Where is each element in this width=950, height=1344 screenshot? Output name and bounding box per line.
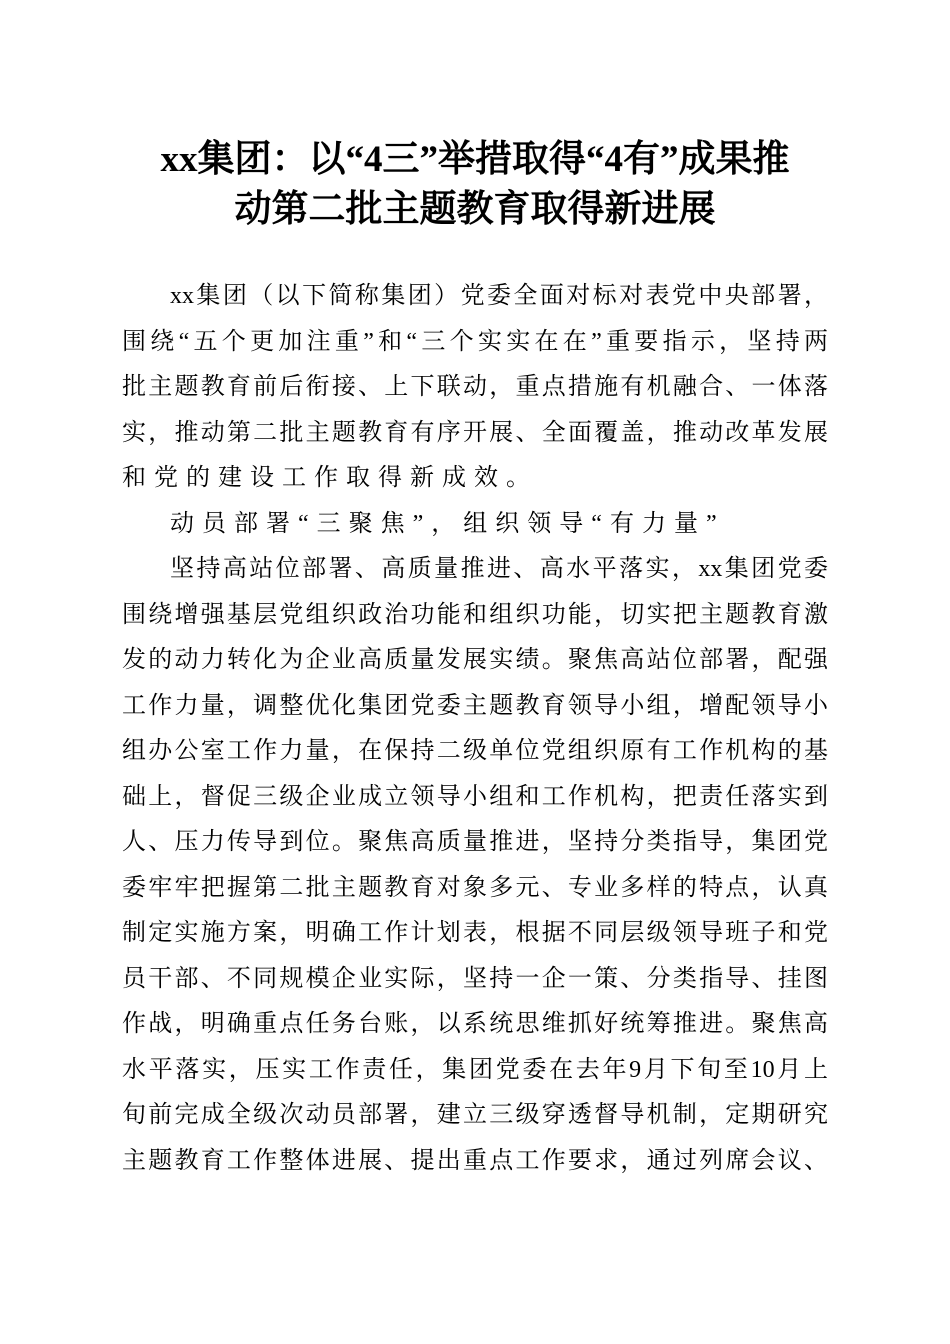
text-line: 主题教育工作整体进展、提出重点工作要求，通过列席会议、: [122, 1147, 828, 1174]
text-line: 水平落实，压实工作责任，集团党委在去年9月下旬至10月上: [122, 1056, 828, 1083]
text-line: 工作力量，调整优化集团党委主题教育领导小组，增配领导小: [122, 692, 828, 719]
paragraph-intro: [122, 274, 828, 502]
text-line: 发的动力转化为企业高质量发展实绩。聚焦高站位部署，配强: [122, 647, 828, 673]
text-line: 坚持高站位部署、高质量推进、高水平落实，xx集团党委: [170, 556, 828, 582]
text-line: 制定实施方案，明确工作计划表，根据不同层级领导班子和党: [122, 920, 828, 946]
text-line: 批主题教育前后衔接、上下联动，重点措施有机融合、一体落: [122, 374, 828, 400]
text-line: 组办公室工作力量，在保持二级单位党组织原有工作机构的基: [122, 738, 828, 764]
paragraph-body: [122, 547, 828, 1184]
text-line: 旬前完成全级次动员部署，建立三级穿透督导机制，定期研究: [122, 1102, 828, 1128]
text-line: 作战，明确重点任务台账，以系统思维抓好统筹推进。聚焦高: [122, 1011, 828, 1037]
text-line: xx集团（以下简称集团）党委全面对标对表党中央部署，: [170, 283, 828, 309]
text-line: 委牢牢把握第二批主题教育对象多元、专业多样的特点，认真: [122, 874, 828, 901]
text-line: 和党的建设工作取得新成效。: [122, 465, 538, 491]
heading-line: 动员部署“三聚焦”，组织领导“有力量”: [170, 510, 725, 537]
document-body: [122, 274, 828, 1184]
title-line: 动第二批主题教育取得新进展: [234, 189, 716, 230]
text-line: 围绕增强基层党组织政治功能和组织功能，切实把主题教育激: [122, 601, 828, 628]
text-line: 员干部、不同规模企业实际，坚持一企一策、分类指导、挂图: [122, 965, 828, 992]
text-line: 人、压力传导到位。聚焦高质量推进，坚持分类指导，集团党: [122, 829, 828, 855]
section-heading: [122, 502, 828, 548]
title-line: xx集团：以“4三”举措取得“4有”成果推: [160, 139, 790, 180]
text-line: 础上，督促三级企业成立领导小组和工作机构，把责任落实到: [122, 783, 828, 810]
text-line: 实，推动第二批主题教育有序开展、全面覆盖，推动改革发展: [122, 419, 828, 446]
document-title: [100, 135, 850, 235]
text-line: 围绕“五个更加注重”和“三个实实在在”重要指示，坚持两: [122, 328, 828, 355]
